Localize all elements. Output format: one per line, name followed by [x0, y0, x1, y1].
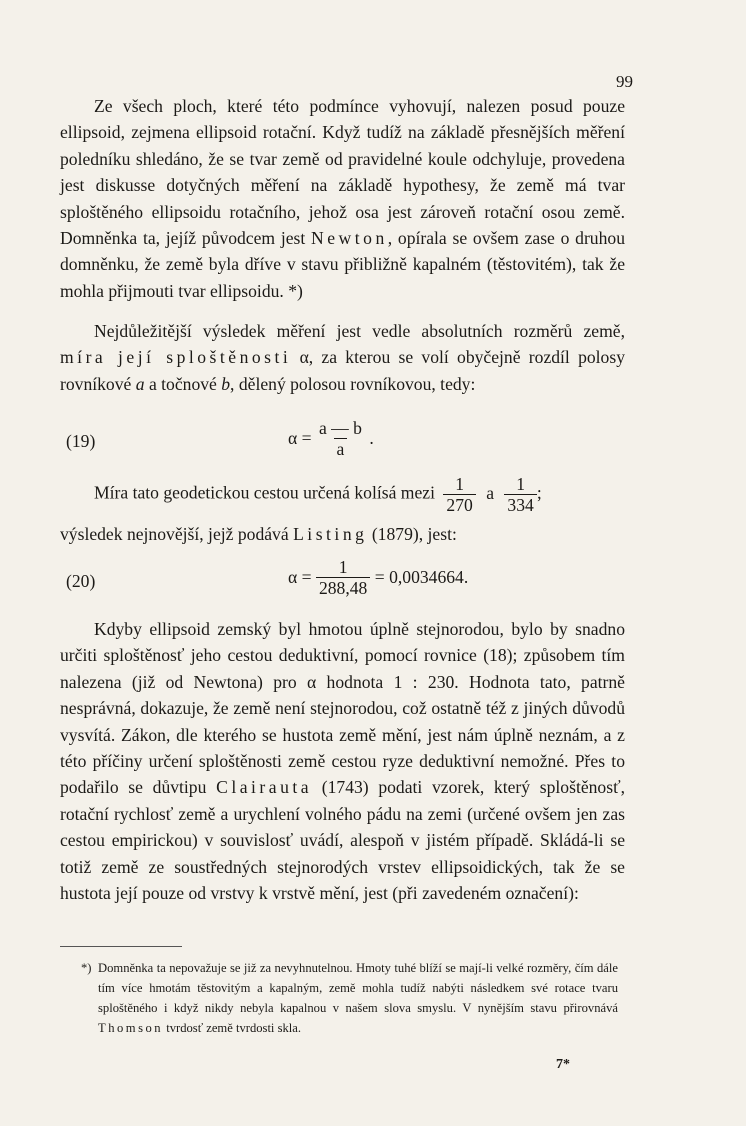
equation-19-numerator: a — b	[318, 418, 362, 438]
paragraph-1	[60, 93, 625, 304]
flattening-term: míra její sploštěnosti	[60, 347, 292, 368]
footnote-divider	[60, 946, 182, 947]
fraction-1-270-den: 270	[443, 494, 475, 515]
fraction-1-334-den: 334	[504, 494, 536, 515]
paragraph-2-text-d: , dělený polosou rovníkovou, tedy:	[230, 373, 476, 394]
paragraph-2-text-a: Nejdůležitější výsledek měření jest vedle absolutních rozměrů země,	[94, 321, 625, 341]
line-mira-text: Míra tato geodetickou cestou určená kolísá mezi	[94, 482, 435, 503]
paragraph-2-text-c: a točnové	[144, 373, 222, 394]
fraction-1-334	[504, 474, 536, 515]
name-clairauta: Clairauta	[216, 777, 313, 798]
name-listing: Listing	[293, 524, 368, 544]
equation-20-denominator: 288,48	[316, 577, 370, 598]
paragraph-1-text-b: , opírala se ovšem zase o druhou domněnku, že země byla dříve v stavu přibližně kapalném (těstovitém), tak že mohla přijmouti tvar ellipsoidu. *)	[60, 228, 625, 301]
paragraph-3-text-b: (1743) podati vzorek, který sploštěnosť, rotační rychlosť země a urychlení volného pádu na zemi (určené ovšem jen zas cestou empirickou) v souvislosť uvádí, alespoň v jistém případě. Skládá-li se totiž země ze soustředných stejnorodých vrstev ellipsoidických, tak že se hustota její pouze od vrstvy k vrstvě mění, jest (při zavedeném označení):	[60, 777, 625, 904]
paragraph-3-text-a: Kdyby ellipsoid zemský byl hmotou úplně stejnorodou, bylo by snadno určiti sploštěnosť jeho cestou deduktivní, pomocí rovnice (18); způsobem tím nalezena (již od Newtona) pro α hodnota 1 : 230. Hodnota tato, patrně nesprávná, dokazuje, že země není stejnorodou, což ostatně též z jiných důvodů vysvítá. Zákon, dle kterého se hustota země mění, jest nám úplně neznám, a z této příčiny určení sploštěnosti země cestou ryze deduktivní nemožné. Přes to podařilo se důvtipu	[60, 619, 625, 798]
name-thomson: Thomson	[98, 1021, 164, 1035]
line-mira	[60, 474, 625, 515]
footnote-text-b: tvrdosť země tvrdosti skla.	[163, 1021, 302, 1035]
equation-20-number: (20)	[66, 571, 96, 591]
symbol-a: a	[135, 373, 145, 394]
page-number: 99	[616, 72, 633, 91]
footnote	[81, 958, 618, 1038]
footnote-mark: *)	[81, 961, 92, 975]
paragraph-2	[60, 318, 625, 397]
footnote-text-a: Domněnka ta nepovažuje se již za nevyhnutelnou. Hmoty tuhé blíží se mají-li velké rozměry, čím dále tím více hmotám těstovitým a kapalným, země mohla tudíž nabýti následkem své rotace tvaru sploštěného i když nikdy nebyla kapalnou v našem slova smyslu. V nynějším stavu přirovnává	[98, 961, 618, 1015]
equation-19-fraction	[316, 418, 365, 459]
equation-19	[60, 418, 650, 478]
equation-20-rhs: = 0,0034664.	[374, 567, 469, 587]
equation-20-lhs: α =	[288, 567, 312, 587]
equation-20	[60, 557, 650, 617]
fraction-1-334-num: 1	[516, 474, 526, 494]
line-listing-text-a: výsledek nejnovější, jejž podává	[60, 524, 294, 544]
equation-19-number: (19)	[66, 431, 96, 451]
paragraph-2-text-b: α, za kterou se volí obyčejně rozdíl polosy rovníkové	[60, 347, 625, 394]
equation-20-numerator: 1	[338, 557, 348, 577]
line-mira-end: ;	[536, 482, 542, 503]
line-listing-text-b: (1879), jest:	[367, 524, 457, 544]
equation-19-end: .	[369, 428, 374, 448]
equation-19-denominator: a	[334, 438, 348, 459]
name-newton: Newton	[311, 228, 388, 249]
equation-19-lhs: α =	[288, 428, 312, 448]
line-mira-conj: a	[486, 482, 495, 503]
equation-20-fraction	[316, 557, 370, 598]
line-listing	[60, 524, 625, 545]
signature-mark: 7*	[556, 1057, 570, 1072]
fraction-1-270-num: 1	[455, 474, 464, 494]
fraction-1-270	[443, 474, 475, 515]
paragraph-1-text-a: Ze všech ploch, které této podmínce vyhovují, nalezen posud pouze ellipsoid, zejmena ellipsoid rotační. Když tudíž na základě přesnějších měření poledníku shledáno, že se tvar země od pravidelné koule odchyluje, provedena jest diskusse dotyčných měření na základě hypothesy, že země má tvar sploštěného ellipsoidu rotačního, jehož osa jest zároveň rotační osou země. Domněnka ta, jejíž původcem jest	[60, 96, 625, 249]
paragraph-3	[60, 616, 625, 906]
symbol-b: b	[221, 373, 231, 394]
